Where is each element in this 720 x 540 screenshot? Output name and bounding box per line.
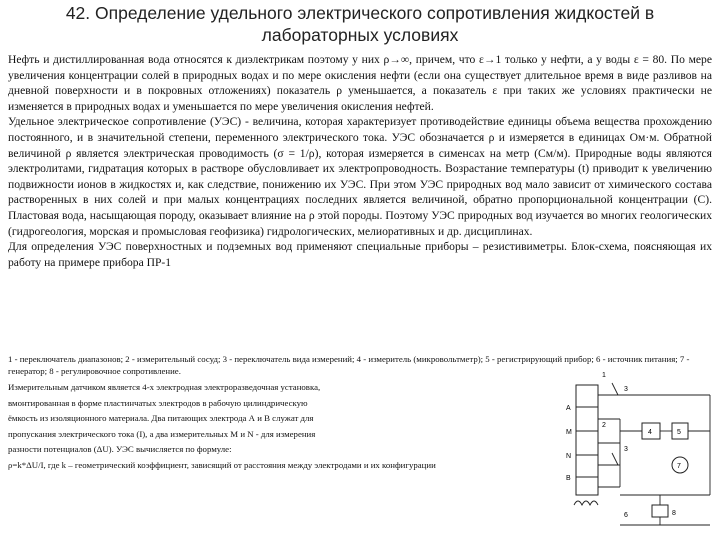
measuring-vessel (576, 385, 598, 495)
block-label-5: 5 (677, 429, 681, 436)
formula-line: ρ=k*ΔU/I, где k – геометрический коэффициент, зависящий от расстояния между электродами и их конфигурации (8, 459, 436, 470)
device-blocks (642, 423, 688, 517)
note-line: разности потенциалов (ΔU). УЭС вычисляется по формуле: (8, 444, 232, 455)
sensor-notes (8, 380, 548, 474)
block-label-6: 6 (624, 512, 628, 519)
number-label-1: 1 (602, 372, 606, 379)
number-label-2: 2 (602, 422, 606, 429)
electrode-label-n: N (566, 453, 572, 460)
main-text (8, 52, 712, 270)
electrode-label-a: A (566, 405, 571, 412)
number-label-3b: 3 (624, 446, 628, 453)
diagram-legend: 1 - переключатель диапазонов; 2 - измерительный сосуд; 3 - переключатель вида измерений; 4 - измеритель (микровольтметр); 5 - регистрирующий прибор; 6 - источник питания; 7 - генератор; 8 - регулировочное сопротивление. (8, 354, 690, 376)
note-line: Измерительным датчиком является 4-х электродная электроразведочная установка, (8, 382, 321, 392)
electrode-label-m: M (566, 429, 572, 436)
paragraph-resistivity: Удельное электрическое сопротивление (УЭС) - величина, которая характеризует противодействие единицы объема вещества прохождению постоянного, и в значительной степени, переменного электрического тока. УЭС обозначается ρ и измеряется в единицах Ом·м. Обратной величиной ρ является электрическая проводимость (σ = 1/ρ), которая измеряется в сименсах на метр (См/м). Природные воды являются электролитами, гидратация которых в растворе обусловливает их электропроводность. Возрастание температуры (t) приводит к увеличению подвижности ионов в жидкостях и, как следствие, понижению их УЭС. При этом УЭС природных вод мало зависит от химического состава растворенных в них солей и при малых концентрациях последних является величиной, обратно пропорциональной концентрации (С). Пластовая вода, насыщающая породу, оказывает влияние на ρ этой породы. Поэтому УЭС природных вод изучается во многих геологических (гидрогеология, морская и промысловая геофизика) гидрологических, мелиоративных и др. дисциплинах. (8, 115, 712, 238)
electrode-label-b: B (566, 475, 571, 482)
note-line: вмонтированная в форме пластинчатых электродов в рабочую цилиндрическую (8, 397, 308, 408)
note-line: ёмкость из изоляционного материала. Два питающих электрода А и В служат для (8, 413, 314, 424)
block-diagram (560, 365, 715, 535)
number-label-3: 3 (624, 386, 628, 393)
block-label-8: 8 (672, 510, 676, 517)
note-line: пропускания электрического тока (I), а два измерительных М и N - для измерения (8, 428, 316, 439)
paragraph-resistivimeters: Для определения УЭС поверхностных и подземных вод применяют специальные приборы – резистивиметры. Блок-схема, поясняющая их работу на примере прибора ПР-1 (8, 240, 712, 269)
block-label-4: 4 (648, 429, 652, 436)
paragraph-dielectrics: Нефть и дистиллированная вода относятся к диэлектрикам поэтому у них ρ→∞, причем, что ε→1 только у нефти, а у воды ε = 80. По мере увеличения концентрации солей в природных водах и по мере окисления нефти (если она существует длительное время в виде разливов на дневной поверхности и в покровных отложениях) показатель ρ уменьшается, а показатель ε при таких же условиях практически не изменяется в природных водах и уменьшается по мере увеличения окисления нефтей. (8, 53, 712, 113)
page-title: 42. Определение удельного электрического сопротивления жидкостей в лабораторных условиях (65, 3, 655, 45)
block-label-7: 7 (677, 463, 681, 470)
